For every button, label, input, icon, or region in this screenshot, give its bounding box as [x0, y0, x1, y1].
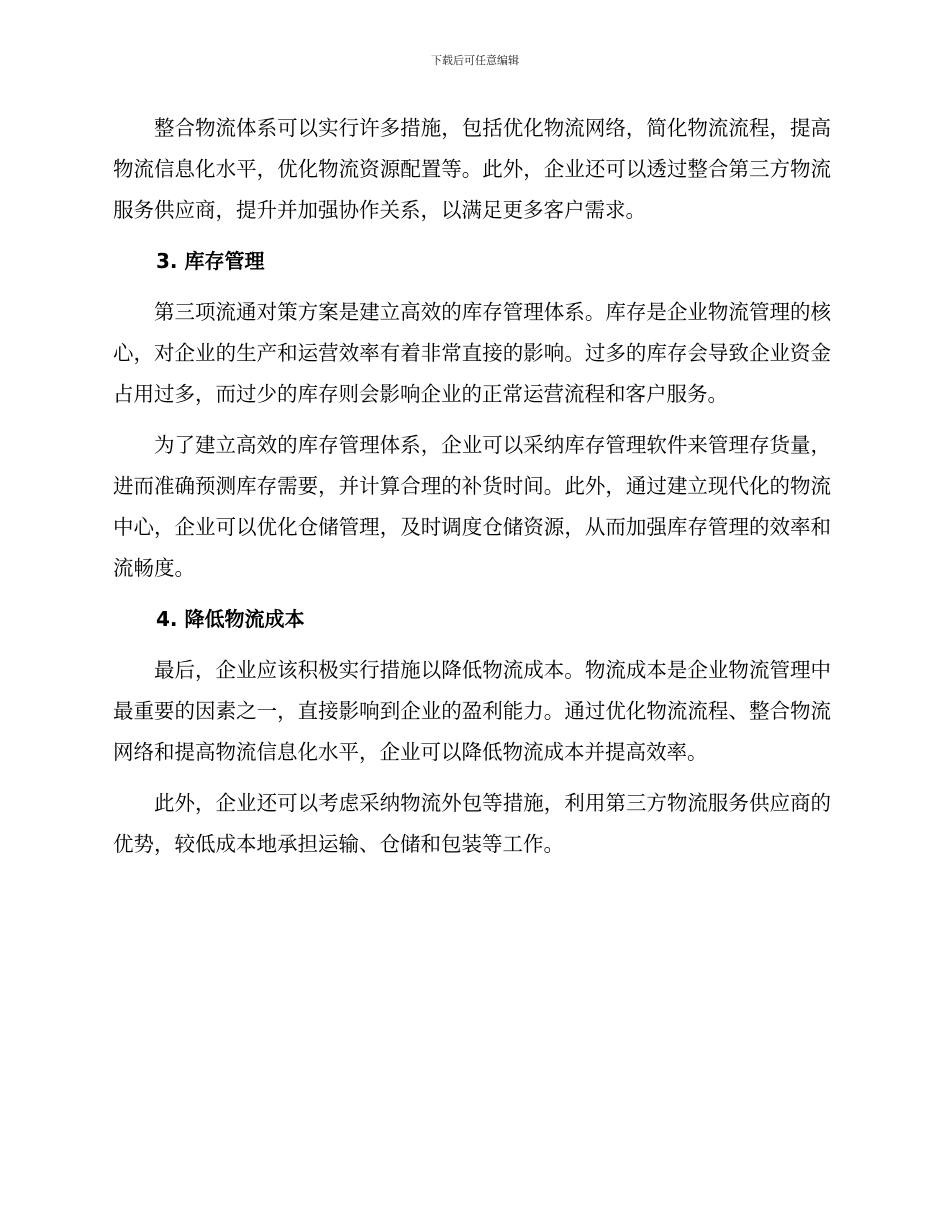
section-heading-inventory-management: 3. 库存管理	[156, 249, 265, 273]
page-header: 下载后可任意编辑	[431, 54, 519, 67]
paragraph-inventory-software: 为了建立高效的库存管理体系，企业可以采纳库存管理软件来管理存货量，进而准确预测库存需要，并计算合理的补货时间。此外，通过建立现代化的物流中心，企业可以优化仓储管理，及时调度仓储资源，从而加强库存管理的效率和流畅度。	[113, 433, 831, 580]
paragraph-inventory-system: 第三项流通对策方案是建立高效的库存管理体系。库存是企业物流管理的核心，对企业的生产和运营效率有着非常直接的影响。过多的库存会导致企业资金占用过多，而过少的库存则会影响企业的正常运营流程和客户服务。	[113, 300, 831, 406]
section-heading-reduce-logistics-cost: 4. 降低物流成本	[156, 607, 305, 631]
paragraph-logistics-cost: 最后，企业应该积极实行措施以降低物流成本。物流成本是企业物流管理中最重要的因素之一，直接影响到企业的盈利能力。通过优化物流流程、整合物流网络和提高物流信息化水平，企业可以降低物流成本并提高效率。	[113, 658, 831, 764]
document-body	[113, 108, 831, 875]
paragraph-outsourcing: 此外，企业还可以考虑采纳物流外包等措施，利用第三方物流服务供应商的优势，较低成本地承担运输、仓储和包装等工作。	[113, 791, 831, 856]
paragraph-logistics-integration: 整合物流体系可以实行许多措施，包括优化物流网络，简化物流流程，提高物流信息化水平，优化物流资源配置等。此外，企业还可以透过整合第三方物流服务供应商，提升并加强协作关系，以满足更多客户需求。	[113, 116, 831, 222]
